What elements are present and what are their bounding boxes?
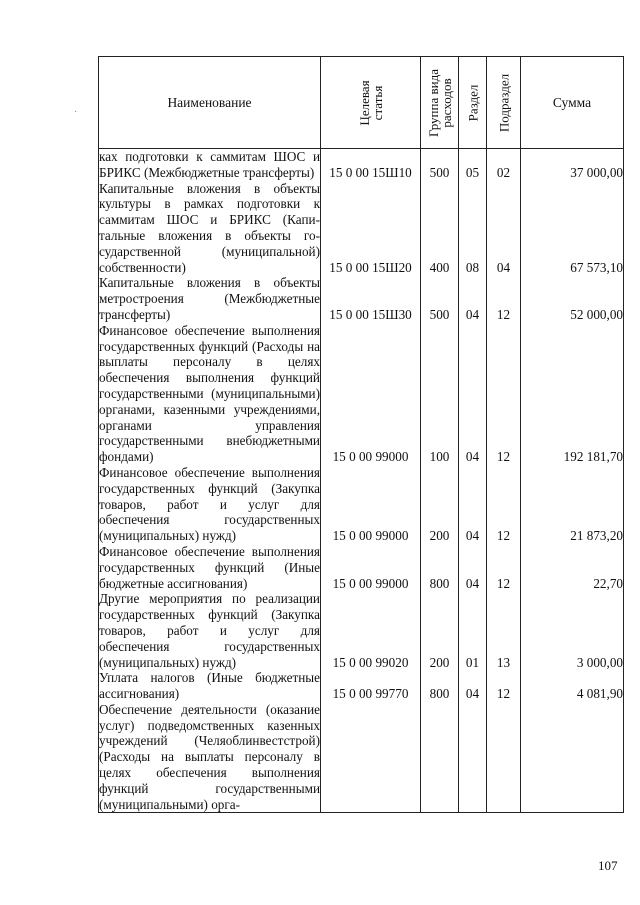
table-row bbox=[99, 591, 624, 670]
row-subsection: 12 bbox=[487, 465, 521, 544]
row-sum: 21 873,20 bbox=[521, 465, 624, 544]
row-expense-group: 500 bbox=[421, 149, 459, 181]
row-target-article: 15 0 00 99770 bbox=[321, 670, 421, 702]
row-target-article: 15 0 00 15Ш10 bbox=[321, 149, 421, 181]
header-section-text: Раздел bbox=[465, 84, 480, 121]
row-subsection: 12 bbox=[487, 544, 521, 591]
row-target-article: 15 0 00 99020 bbox=[321, 591, 421, 670]
header-subsection bbox=[487, 57, 521, 149]
header-target-line2: статья bbox=[369, 85, 385, 120]
row-subsection: 04 bbox=[487, 181, 521, 276]
table-row bbox=[99, 181, 624, 276]
page-number: 107 bbox=[598, 858, 618, 873]
row-target-article: 15 0 00 15Ш30 bbox=[321, 275, 421, 322]
row-section: 08 bbox=[459, 181, 487, 276]
row-section: 01 bbox=[459, 591, 487, 670]
row-sum: 4 081,90 bbox=[521, 670, 624, 702]
header-expense-group bbox=[421, 57, 459, 149]
row-sum: 67 573,10 bbox=[521, 181, 624, 276]
header-subsection-text: Подраздел bbox=[496, 73, 511, 132]
table-row bbox=[99, 670, 624, 702]
row-subsection: 12 bbox=[487, 275, 521, 322]
row-section: 04 bbox=[459, 465, 487, 544]
row-target-article: 15 0 00 99000 bbox=[321, 323, 421, 465]
row-expense-group: 200 bbox=[421, 591, 459, 670]
row-section: 04 bbox=[459, 323, 487, 465]
table-row bbox=[99, 149, 624, 181]
header-target-line1: Целевая bbox=[356, 79, 372, 126]
header-name: Наименование bbox=[99, 57, 321, 149]
table-row bbox=[99, 323, 624, 465]
header-section bbox=[459, 57, 487, 149]
row-target-article bbox=[321, 702, 421, 813]
row-target-article: 15 0 00 99000 bbox=[321, 544, 421, 591]
row-sum: 3 000,00 bbox=[521, 591, 624, 670]
row-name: Финансовое обеспечение выполнения государственных функций (Расходы на выплаты персоналу в целях обеспечения выполнения функций государственными (муниципальными) органами, казенными учреждениями, органами управления государственными внебюджетными фондами) bbox=[99, 322, 320, 465]
header-target-article bbox=[321, 57, 421, 149]
budget-table bbox=[98, 56, 624, 813]
row-sum: 52 000,00 bbox=[521, 275, 624, 322]
header-group-line1: Группа вида bbox=[425, 68, 441, 137]
row-sum: 22,70 bbox=[521, 544, 624, 591]
row-name: Другие мероприятия по реализации государственных функций (Закупка товаров, работ и услуг для обеспечения государственных (муниципальных) нужд) bbox=[99, 591, 320, 670]
table-row bbox=[99, 702, 624, 813]
table-row bbox=[99, 465, 624, 544]
row-expense-group: 100 bbox=[421, 323, 459, 465]
row-name: Финансовое обеспечение выполнения государственных функций (Иные бюджетные ассигнования) bbox=[99, 543, 320, 591]
row-expense-group: 200 bbox=[421, 465, 459, 544]
row-target-article: 15 0 00 99000 bbox=[321, 465, 421, 544]
row-name: Капитальные вложения в объекты культуры в рамках подготовки к саммитам ШОС и БРИКС (Капитальные вложения в объекты государственной (муниципальной) собственности) bbox=[99, 180, 320, 275]
row-expense-group: 800 bbox=[421, 544, 459, 591]
row-section: 04 bbox=[459, 670, 487, 702]
row-section: 04 bbox=[459, 275, 487, 322]
margin-tick: · bbox=[74, 107, 78, 118]
row-name: Капитальные вложения в объекты метростроения (Межбюджетные трансферты) bbox=[99, 275, 320, 322]
row-section: 05 bbox=[459, 149, 487, 181]
row-expense-group: 400 bbox=[421, 181, 459, 276]
table-row bbox=[99, 544, 624, 591]
header-sum: Сумма bbox=[521, 57, 624, 149]
row-subsection: 12 bbox=[487, 323, 521, 465]
row-name: Обеспечение деятельности (оказание услуг) подведомственных казенных учреждений (Челяоблинвестстрой) (Расходы на выплаты персоналу в целях обеспечения выполнения функций государственными (муниципальными) орга- bbox=[99, 701, 320, 812]
row-subsection: 12 bbox=[487, 670, 521, 702]
row-section bbox=[459, 702, 487, 813]
row-sum: 192 181,70 bbox=[521, 323, 624, 465]
row-subsection bbox=[487, 702, 521, 813]
row-sum: 37 000,00 bbox=[521, 149, 624, 181]
row-expense-group: 800 bbox=[421, 670, 459, 702]
row-subsection: 13 bbox=[487, 591, 521, 670]
row-name: Финансовое обеспечение выполнения государственных функций (Закупка товаров, работ и услуг для обеспечения государственных (муниципальных) нужд) bbox=[99, 464, 320, 544]
row-name: Уплата налогов (Иные бюджетные ассигнования) bbox=[99, 670, 320, 702]
row-target-article: 15 0 00 15Ш20 bbox=[321, 181, 421, 276]
row-section: 04 bbox=[459, 544, 487, 591]
row-expense-group: 500 bbox=[421, 275, 459, 322]
row-expense-group bbox=[421, 702, 459, 813]
row-name: ках подготовки к саммитам ШОС и БРИКС (Межбюджетные трансферты) bbox=[99, 149, 320, 180]
row-sum bbox=[521, 702, 624, 813]
header-group-line2: расходов bbox=[438, 77, 454, 128]
table-row bbox=[99, 275, 624, 322]
table-header-row bbox=[99, 57, 624, 149]
row-subsection: 02 bbox=[487, 149, 521, 181]
